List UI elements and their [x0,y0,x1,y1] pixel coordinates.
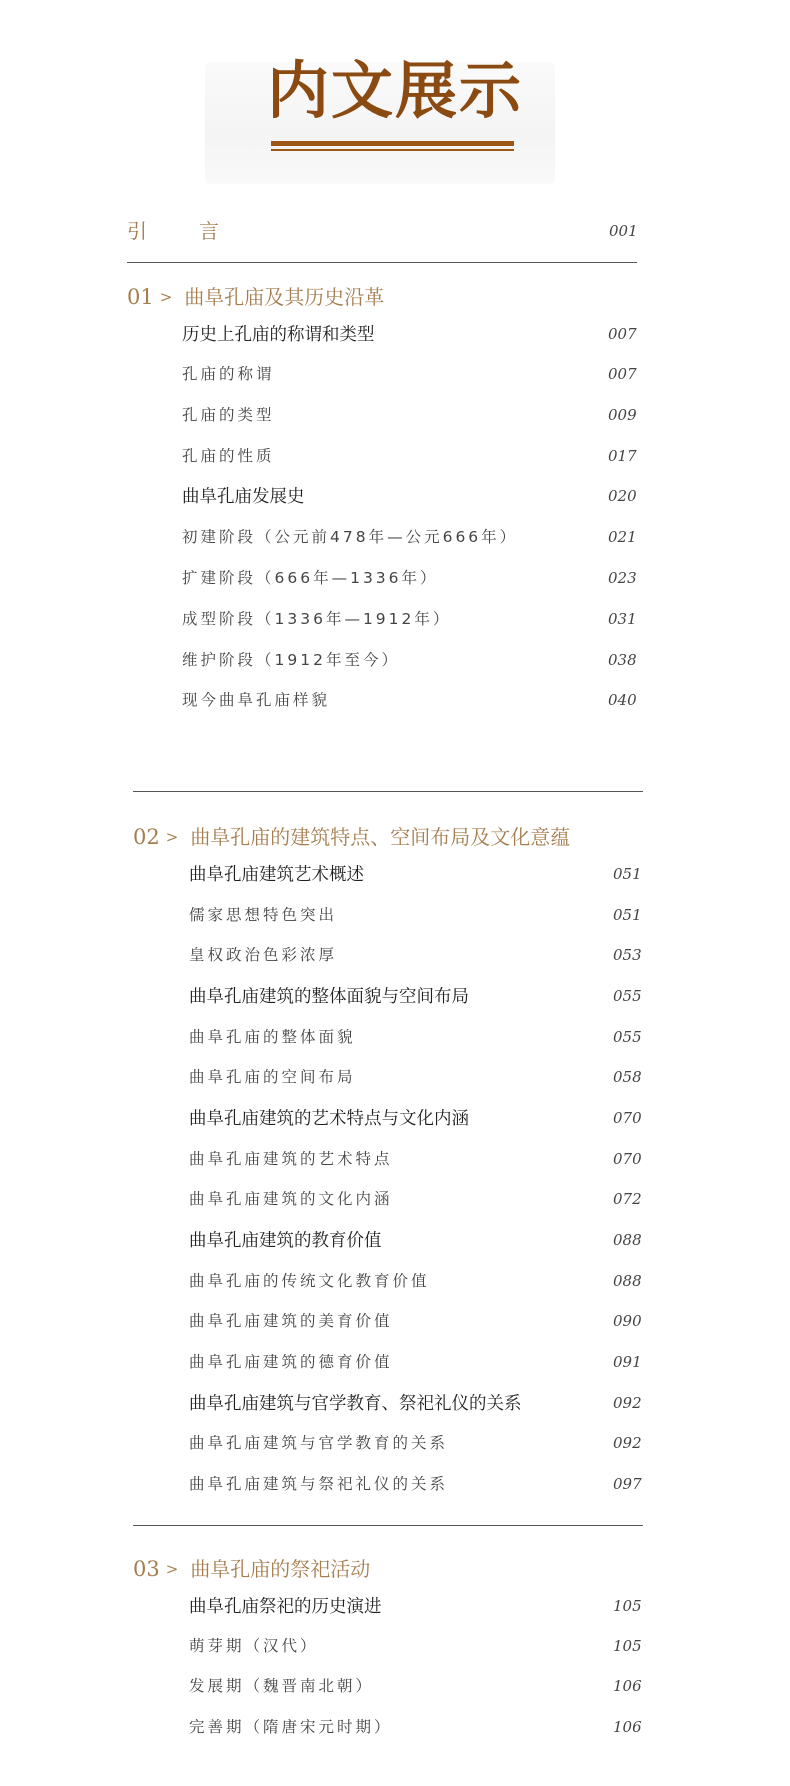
toc-subsection-entry[interactable] [189,1713,653,1741]
chapter-divider [133,1525,643,1526]
entry-page-number: 051 [613,906,642,924]
entry-title: 曲阜孔庙祭祀的历史演进 [189,1596,382,1616]
title-underline-thin [271,149,514,151]
entry-title: 曲阜孔庙建筑的文化内涵 [189,1190,393,1208]
entry-page-number: 090 [613,1312,642,1330]
toc-subsection-entry[interactable] [189,1023,653,1051]
entry-page-number: 092 [613,1394,642,1412]
entry-title: 扩建阶段（666年—1336年） [182,569,439,587]
entry-page-number: 070 [613,1150,642,1168]
entry-title: 曲阜孔庙建筑与官学教育的关系 [189,1434,449,1452]
chapter-heading-text [133,823,570,853]
entry-page-number: 088 [613,1231,642,1249]
toc-subsection-entry[interactable] [189,1307,653,1335]
toc-subsection-entry[interactable] [182,401,648,429]
entry-page-number: 072 [613,1190,642,1208]
chevron-right-icon: > [165,1560,179,1578]
toc-subsection-entry[interactable] [182,686,648,714]
entry-page-number: 097 [613,1475,642,1493]
entry-title: 曲阜孔庙建筑与祭祀礼仪的关系 [189,1475,449,1493]
entry-page-number: 055 [613,1028,642,1046]
chapter-title: 曲阜孔庙的祭祀活动 [190,1557,371,1581]
toc-section-entry[interactable] [189,860,653,888]
entry-title: 曲阜孔庙建筑的美育价值 [189,1312,393,1330]
chapter-heading-text [127,283,384,313]
entry-title: 曲阜孔庙的传统文化教育价值 [189,1272,430,1290]
intro-page-number: 001 [609,222,638,240]
entry-title: 曲阜孔庙的整体面貌 [189,1028,356,1046]
entry-page-number: 009 [608,406,637,424]
chapter-number: 01 [127,285,154,309]
chapter-title: 曲阜孔庙及其历史沿革 [184,285,385,309]
entry-page-number: 105 [613,1637,642,1655]
entry-title: 曲阜孔庙建筑艺术概述 [189,864,364,884]
toc-subsection-entry[interactable] [189,1470,653,1498]
divider-1 [127,262,637,263]
entry-page-number: 007 [608,325,637,343]
toc-subsection-entry[interactable] [189,1348,653,1376]
toc-section-entry[interactable] [189,1104,653,1132]
entry-title: 初建阶段（公元前478年—公元666年） [182,528,519,546]
entry-title: 发展期（魏晋南北朝） [189,1677,375,1695]
entry-title: 成型阶段（1336年—1912年） [182,610,452,628]
entry-page-number: 091 [613,1353,642,1371]
toc-subsection-entry[interactable] [182,442,648,470]
entry-title: 维护阶段（1912年至今） [182,651,400,669]
chapter-heading-text [133,1555,370,1585]
entry-title: 曲阜孔庙发展史 [182,486,305,506]
toc-subsection-entry[interactable] [189,1267,653,1295]
toc-section-entry[interactable] [189,1389,653,1417]
entry-title: 曲阜孔庙建筑的德育价值 [189,1353,393,1371]
entry-page-number: 040 [608,691,637,709]
entry-page-number: 105 [613,1597,642,1615]
toc-subsection-entry[interactable] [189,1429,653,1457]
entry-page-number: 070 [613,1109,642,1127]
chapter-heading[interactable] [133,823,653,851]
entry-title: 历史上孔庙的称谓和类型 [182,324,375,344]
toc-subsection-entry[interactable] [182,523,648,551]
toc-subsection-entry[interactable] [189,1063,653,1091]
toc-subsection-entry[interactable] [189,901,653,929]
entry-title: 完善期（隋唐宋元时期） [189,1718,393,1736]
toc-intro[interactable] [127,217,637,245]
entry-page-number: 038 [608,651,637,669]
toc-subsection-entry[interactable] [189,1185,653,1213]
toc-subsection-entry[interactable] [189,941,653,969]
entry-title: 孔庙的性质 [182,447,275,465]
entry-title: 现今曲阜孔庙样貌 [182,691,331,709]
toc-subsection-entry[interactable] [182,646,648,674]
entry-page-number: 017 [608,447,637,465]
toc-subsection-entry[interactable] [182,564,648,592]
toc-section-entry[interactable] [189,1226,653,1254]
page-title: 内文展示 [266,54,523,127]
entry-title: 儒家思想特色突出 [189,906,338,924]
entry-page-number: 023 [608,569,637,587]
chapter-number: 02 [133,825,160,849]
entry-page-number: 007 [608,365,637,383]
chapter-divider [133,791,643,792]
entry-title: 皇权政治色彩浓厚 [189,946,338,964]
entry-page-number: 088 [613,1272,642,1290]
entry-page-number: 092 [613,1434,642,1452]
toc-section-entry[interactable] [182,320,648,348]
entry-page-number: 058 [613,1068,642,1086]
entry-title: 曲阜孔庙建筑与官学教育、祭祀礼仪的关系 [189,1393,522,1413]
chapter-heading[interactable] [127,283,647,311]
entry-page-number: 051 [613,865,642,883]
entry-title: 曲阜孔庙建筑的教育价值 [189,1230,382,1250]
entry-page-number: 106 [613,1718,642,1736]
chevron-right-icon: > [159,288,173,306]
entry-title: 曲阜孔庙建筑的艺术特点 [189,1150,393,1168]
toc-subsection-entry[interactable] [189,1672,653,1700]
chapter-number: 03 [133,1557,160,1581]
entry-title: 曲阜孔庙的空间布局 [189,1068,356,1086]
entry-page-number: 053 [613,946,642,964]
entry-page-number: 020 [608,487,637,505]
chevron-right-icon: > [165,828,179,846]
intro-label: 引 言 [127,219,235,243]
entry-page-number: 021 [608,528,637,546]
toc-section-entry[interactable] [189,982,653,1010]
toc-subsection-entry[interactable] [182,360,648,388]
entry-title: 孔庙的类型 [182,406,275,424]
title-underline-thick [271,141,514,146]
entry-title: 孔庙的称谓 [182,365,275,383]
entry-title: 曲阜孔庙建筑的整体面貌与空间布局 [189,986,469,1006]
chapter-title: 曲阜孔庙的建筑特点、空间布局及文化意蕴 [190,825,571,849]
entry-title: 萌芽期（汉代） [189,1637,319,1655]
chapter-heading[interactable] [133,1555,653,1583]
toc-subsection-entry[interactable] [189,1145,653,1173]
toc-section-entry[interactable] [182,482,648,510]
entry-page-number: 055 [613,987,642,1005]
entry-page-number: 031 [608,610,637,628]
entry-page-number: 106 [613,1677,642,1695]
toc-section-entry[interactable] [189,1592,653,1620]
toc-subsection-entry[interactable] [182,605,648,633]
toc-subsection-entry[interactable] [189,1632,653,1660]
entry-title: 曲阜孔庙建筑的艺术特点与文化内涵 [189,1108,469,1128]
